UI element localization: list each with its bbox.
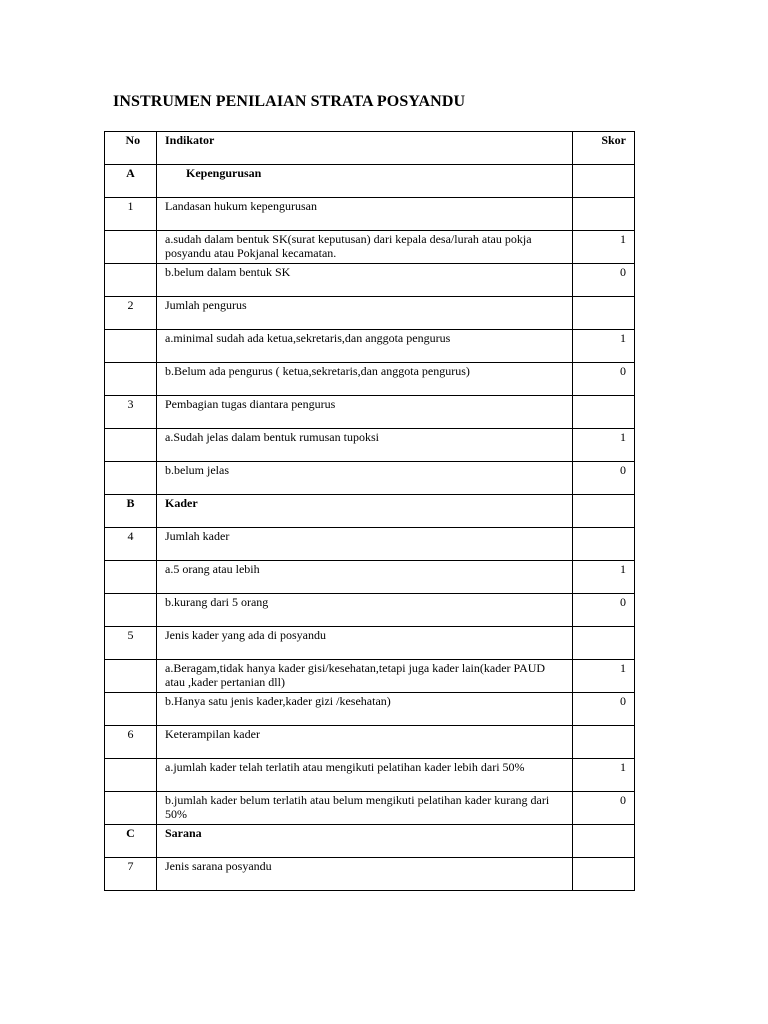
row-number: C	[105, 825, 157, 858]
criterion-text: b.belum jelas	[157, 462, 573, 495]
row-number	[105, 792, 157, 825]
row-number	[105, 330, 157, 363]
header-no-cell	[105, 132, 157, 165]
criterion-text: b.Hanya satu jenis kader,kader gizi /kesehatan)	[157, 693, 573, 726]
header-indikator: Indikator	[157, 132, 573, 165]
table-row	[105, 330, 635, 363]
score-cell: 0	[573, 363, 635, 396]
row-number: 3	[105, 396, 157, 429]
assessment-table	[104, 131, 635, 891]
score-cell: 1	[573, 330, 635, 363]
section-row	[105, 825, 635, 858]
row-number	[105, 693, 157, 726]
score-cell	[573, 165, 635, 198]
table-row	[105, 198, 635, 231]
score-cell	[573, 528, 635, 561]
table-row	[105, 297, 635, 330]
score-cell: 0	[573, 264, 635, 297]
row-number: 6	[105, 726, 157, 759]
table-row	[105, 462, 635, 495]
row-number	[105, 594, 157, 627]
indicator-text: Landasan hukum kepengurusan	[157, 198, 573, 231]
row-number: 1	[105, 198, 157, 231]
table-row	[105, 396, 635, 429]
table-row	[105, 561, 635, 594]
score-cell: 0	[573, 693, 635, 726]
indicator-text: Jumlah pengurus	[157, 297, 573, 330]
indicator-text: Jenis kader yang ada di posyandu	[157, 627, 573, 660]
table-row	[105, 858, 635, 891]
score-cell: 1	[573, 429, 635, 462]
row-number: 7	[105, 858, 157, 891]
criterion-text: a.Beragam,tidak hanya kader gisi/kesehatan,tetapi juga kader lain(kader PAUD atau ,kader pertanian dll)	[157, 660, 573, 693]
table-row	[105, 594, 635, 627]
score-cell: 0	[573, 594, 635, 627]
criterion-text: b.belum dalam bentuk SK	[157, 264, 573, 297]
criterion-text: a.5 orang atau lebih	[157, 561, 573, 594]
indicator-text: Keterampilan kader	[157, 726, 573, 759]
score-cell	[573, 627, 635, 660]
indicator-text: Pembagian tugas diantara pengurus	[157, 396, 573, 429]
criterion-text: a.minimal sudah ada ketua,sekretaris,dan anggota pengurus	[157, 330, 573, 363]
section-row	[105, 495, 635, 528]
score-cell: 0	[573, 462, 635, 495]
section-title: Kepengurusan	[157, 165, 573, 198]
header-skor: Skor	[573, 132, 635, 165]
score-cell	[573, 726, 635, 759]
table-row	[105, 693, 635, 726]
row-number: B	[105, 495, 157, 528]
score-cell	[573, 198, 635, 231]
criterion-text: b.jumlah kader belum terlatih atau belum mengikuti pelatihan kader kurang dari 50%	[157, 792, 573, 825]
score-cell	[573, 858, 635, 891]
score-cell	[573, 495, 635, 528]
score-cell: 1	[573, 561, 635, 594]
table-row	[105, 627, 635, 660]
row-number: 5	[105, 627, 157, 660]
indicator-text: Jumlah kader	[157, 528, 573, 561]
row-number	[105, 363, 157, 396]
table-row	[105, 759, 635, 792]
score-cell: 1	[573, 231, 635, 264]
score-cell: 1	[573, 660, 635, 693]
score-cell: 0	[573, 792, 635, 825]
section-title: Sarana	[157, 825, 573, 858]
header-no: No	[125, 133, 141, 147]
section-row	[105, 165, 635, 198]
criterion-text: a.sudah dalam bentuk SK(surat keputusan) dari kepala desa/lurah atau pokja posyandu atau Pokjanal kecamatan.	[157, 231, 573, 264]
score-cell	[573, 825, 635, 858]
row-number	[105, 264, 157, 297]
document-title: INSTRUMEN PENILAIAN STRATA POSYANDU	[113, 93, 466, 110]
score-cell	[573, 396, 635, 429]
row-number: A	[105, 165, 157, 198]
row-number	[105, 759, 157, 792]
table-row	[105, 660, 635, 693]
score-cell	[573, 297, 635, 330]
table-row	[105, 429, 635, 462]
table-header-row	[105, 132, 635, 165]
criterion-text: a.Sudah jelas dalam bentuk rumusan tupoksi	[157, 429, 573, 462]
row-number	[105, 660, 157, 693]
row-number	[105, 231, 157, 264]
row-number: 4	[105, 528, 157, 561]
score-cell: 1	[573, 759, 635, 792]
table-row	[105, 264, 635, 297]
criterion-text: a.jumlah kader telah terlatih atau mengikuti pelatihan kader lebih dari 50%	[157, 759, 573, 792]
section-title: Kader	[157, 495, 573, 528]
table-row	[105, 363, 635, 396]
table-row	[105, 792, 635, 825]
row-number	[105, 462, 157, 495]
table-row	[105, 726, 635, 759]
row-number	[105, 429, 157, 462]
table-row	[105, 231, 635, 264]
criterion-text: b.Belum ada pengurus ( ketua,sekretaris,dan anggota pengurus)	[157, 363, 573, 396]
row-number	[105, 561, 157, 594]
table-row	[105, 528, 635, 561]
indicator-text: Jenis sarana posyandu	[157, 858, 573, 891]
row-number: 2	[105, 297, 157, 330]
criterion-text: b.kurang dari 5 orang	[157, 594, 573, 627]
